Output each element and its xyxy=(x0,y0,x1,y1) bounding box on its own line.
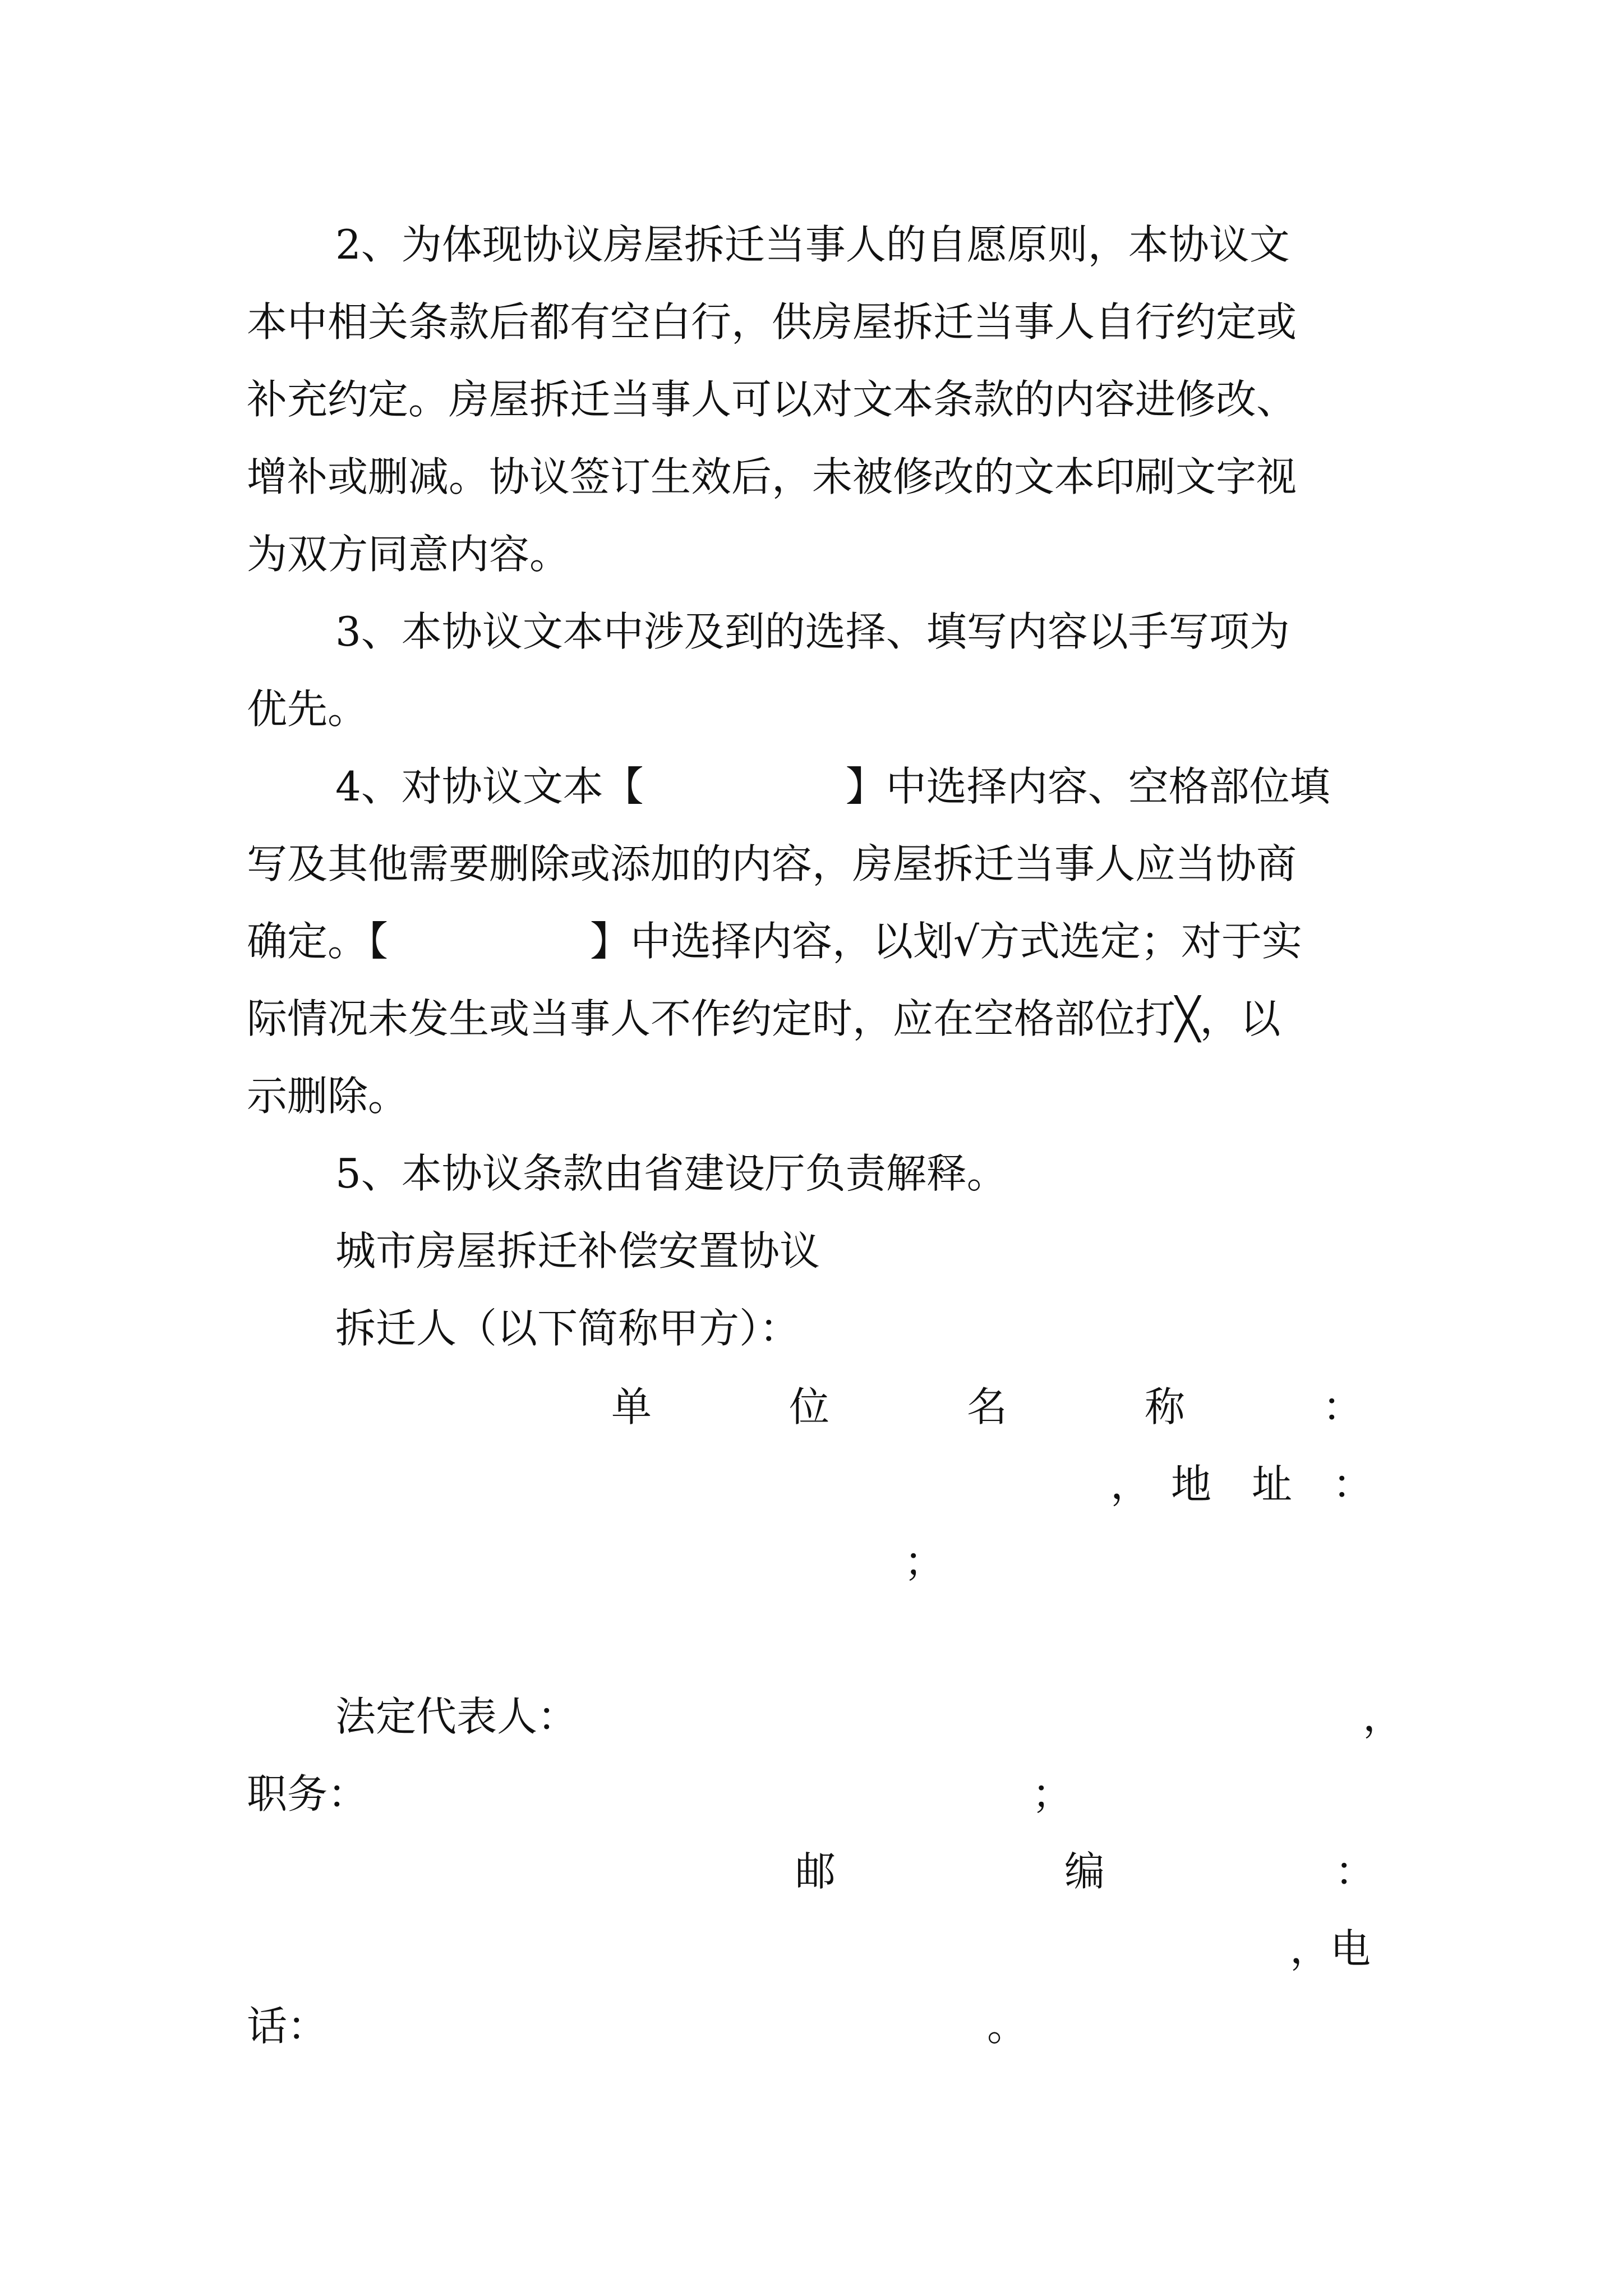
clause-2-line-1: 2、为体现协议房屋拆迁当事人的自愿原则，本协议文 xyxy=(335,221,1290,268)
clause-4-line-3: 确定。【 】中选择内容，以划√方式选定；对于实 xyxy=(247,918,1302,965)
clause-2-line-5: 为双方同意内容。 xyxy=(247,531,570,578)
unit-name-colon: ： xyxy=(1322,1383,1363,1430)
clause-2-line-3: 补充约定。房屋拆迁当事人可以对文本条款的内容进修改、 xyxy=(247,376,1297,423)
phone-end-period: 。 xyxy=(987,2003,1028,2050)
unit-name-row xyxy=(611,1383,1363,1430)
clause-2-line-4: 增补或删减。协议签订生效后，未被修改的文本印刷文字视 xyxy=(247,453,1297,500)
address-label: ， 地 址 ： xyxy=(1110,1461,1373,1508)
clause-2-line-2: 本中相关条款后都有空白行，供房屋拆迁当事人自行约定或 xyxy=(247,298,1297,346)
legal-representative-comma: ， xyxy=(1363,1693,1404,1740)
clause-5-line: 5、本协议条款由省建设厅负责解释。 xyxy=(335,1150,1007,1197)
position-end-semicolon: ； xyxy=(1032,1770,1073,1818)
clause-4-line-1: 4、对协议文本【 】中选择内容、空格部位填 xyxy=(335,763,1330,810)
clause-4-line-5: 示删除。 xyxy=(247,1073,409,1120)
postcode-char-1: 邮 xyxy=(795,1848,836,1895)
clause-3-line-2: 优先。 xyxy=(247,685,368,733)
agreement-title: 城市房屋拆迁补偿安置协议 xyxy=(335,1227,820,1274)
legal-representative-label: 法定代表人： xyxy=(335,1693,578,1740)
party-a-heading: 拆迁人（以下简称甲方）： xyxy=(335,1305,800,1352)
clause-4-line-2: 写及其他需要删除或添加的内容，房屋拆迁当事人应当协商 xyxy=(247,840,1297,887)
clause-4-line-4: 际情况未发生或当事人不作约定时，应在空格部位打╳，以 xyxy=(247,995,1281,1042)
postcode-char-2: 编 xyxy=(1064,1848,1105,1895)
address-end-semicolon: ； xyxy=(904,1538,945,1585)
phone-label-start: ，电 xyxy=(1290,1925,1371,1972)
unit-name-char: 位 xyxy=(789,1383,829,1430)
unit-name-char: 名 xyxy=(966,1383,1007,1430)
phone-label: 话： xyxy=(247,2003,328,2050)
unit-name-char: 单 xyxy=(611,1383,652,1430)
clause-3-line-1: 3、本协议文本中涉及到的选择、填写内容以手写项为 xyxy=(335,608,1290,655)
unit-name-char: 称 xyxy=(1144,1383,1185,1430)
position-label: 职务： xyxy=(247,1770,368,1818)
postcode-colon: ： xyxy=(1335,1848,1376,1895)
